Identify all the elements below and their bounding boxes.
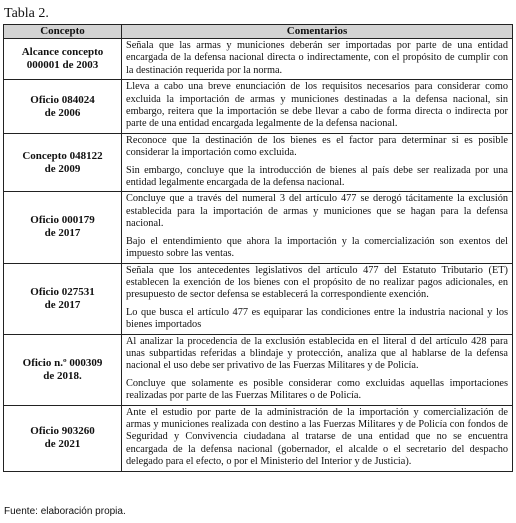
concept-line: de 2009: [44, 162, 81, 175]
table-row: [4, 405, 513, 471]
concept-cell: [4, 80, 122, 134]
table-row: [4, 39, 513, 80]
comment-paragraph: Reconoce que la destinación de los bienes es el factor para determinar si es posible considerar la importación como excluida.: [126, 134, 508, 159]
concept-line: Oficio 000179: [30, 214, 95, 227]
concept-line: Oficio n.º 000309: [22, 356, 103, 369]
table-row: [4, 80, 513, 134]
table-row: [4, 133, 513, 192]
comment-paragraph: Señala que los antecedentes legislativos del artículo 477 del Estatuto Tributario (ET) establecen la exención de los bienes con el propósito de no realizar pagos adicionales, en presupuesto de sector defensa se establecerá la correspondiente exención.: [126, 264, 508, 301]
comment-paragraph: Señala que las armas y municiones deberán ser importadas por parte de una entidad encargada de la defensa nacional directa o indirectamente, con el propósito de cumplir con la destinación requerida por la norma.: [126, 40, 508, 76]
table-row: [4, 263, 513, 334]
concept-line: de 2018.: [43, 369, 82, 382]
comment-paragraph: Sin embargo, concluye que la introducción de bienes al país debe ser realizada por una entidad legalmente encargada de la defensa nacional.: [126, 164, 508, 189]
comment-cell: [122, 263, 513, 334]
concept-cell: [4, 192, 122, 263]
concept-line: Oficio 903260: [30, 425, 95, 438]
table-row: [4, 192, 513, 263]
comment-cell: [122, 39, 513, 80]
concept-line: de 2021: [44, 438, 81, 451]
comment-paragraph: Lo que busca el artículo 477 es equiparar las condiciones entre la industria nacional y los bienes importados: [126, 306, 508, 331]
table-body: [4, 39, 513, 472]
concept-line: Oficio 084024: [30, 93, 95, 106]
concept-line: Alcance concepto: [21, 46, 104, 59]
comment-cell: [122, 405, 513, 471]
concepts-table: [3, 24, 513, 472]
table-header-row: [4, 25, 513, 39]
table-row: [4, 334, 513, 405]
source-note: Fuente: elaboración propia.: [4, 506, 126, 517]
concept-cell: [4, 39, 122, 80]
table-caption: Tabla 2.: [4, 6, 49, 21]
concept-cell: [4, 133, 122, 192]
concept-cell: [4, 334, 122, 405]
concept-line: de 2017: [44, 298, 81, 311]
comment-paragraph: Ante el estudio por parte de la administración de la importación y comercialización de armas y municiones realizada con destino a las Fuerzas Militares y de Policía con fondos de Seguridad y Convivencia ciudadana al tratarse de una entidad que no se encuentra encargada de la defensa nacional (gobernador, el alcalde o el secretario del despacho delegado para el efecto, o por el Ministerio del Interior y de Justicia).: [126, 406, 508, 468]
comment-paragraph: Lleva a cabo una breve enunciación de los requisitos necesarios para considerar como excluida la importación de armas y municiones destinadas a la defensa nacional, sin embargo, reitera que la importación se debe llevar a cabo de forma directa o indirecta por parte de una entidad encargada legalmente de la defensa nacional.: [126, 81, 508, 130]
concept-line: Concepto 048122: [22, 149, 103, 162]
comment-paragraph: Bajo el entendimiento que ahora la importación y la comercialización son exentos del impuesto sobre las ventas.: [126, 235, 508, 260]
comment-paragraph: Concluye que a través del numeral 3 del artículo 477 se derogó tácitamente la exclusión establecida para la importación de armas y municiones que se hagan para la defensa nacional.: [126, 193, 508, 230]
comment-cell: [122, 192, 513, 263]
comment-cell: [122, 334, 513, 405]
comment-paragraph: Concluye que solamente es posible considerar como excluidas aquellas importaciones realizadas por parte de las Fuerzas Militares o de Policía.: [126, 377, 508, 402]
concept-line: 000001 de 2003: [26, 59, 99, 72]
concept-line: de 2017: [44, 227, 81, 240]
comment-cell: [122, 133, 513, 192]
header-comments: Comentarios: [122, 25, 513, 39]
concept-line: de 2006: [44, 106, 81, 119]
concept-line: Oficio 027531: [30, 285, 95, 298]
concept-cell: [4, 405, 122, 471]
comment-paragraph: Al analizar la procedencia de la exclusión establecida en el literal d del artículo 428 para unas subpartidas referidas a blindaje y protección, analiza que al hablarse de la defensa nacional el uso debe ser privativo de las Fuerzas Militares y de Policía.: [126, 335, 508, 372]
header-concept: Concepto: [4, 25, 122, 39]
comment-cell: [122, 80, 513, 134]
concept-cell: [4, 263, 122, 334]
